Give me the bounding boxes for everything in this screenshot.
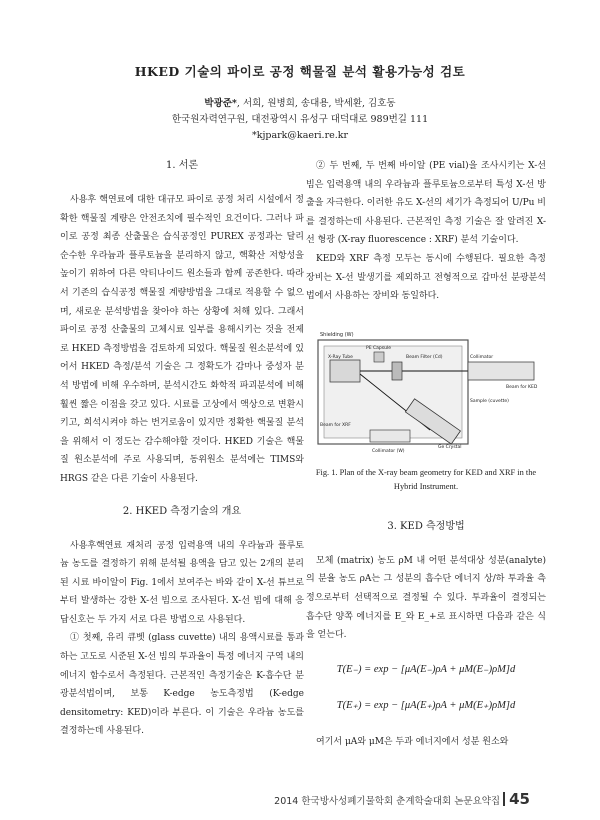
- collimator-shape: [468, 362, 534, 380]
- pe-capsule-shape: [374, 352, 384, 362]
- page-footer: [274, 790, 530, 808]
- section-heading-3: 3. KED 측정방법: [387, 520, 465, 532]
- figure-caption: Fig. 1. Plan of the X-ray beam geometry for KED and XRF in the Hybrid Instrument.: [315, 467, 537, 491]
- figure-xray-geometry: [310, 322, 542, 460]
- section2-paragraph-2: ① 첫째, 유리 큐벳 (glass cuvette) 내의 용액시료를 통과하는 고도로 시준된 X-선 빔의 투과율이 특정 에너지 구역 내의 에너지 함수로서 측정된다. 근본적인 측정기술은 K-흡수단 분광분석법이며, 보통 K-edge 농도측정법 (K-edge densitometry: KED)이라 부른다. 이 기술은 우라늄 농도를 결정하는데 사용된다.: [60, 633, 304, 737]
- section3-paragraph-1: 모체 (matrix) 농도 ρM 내 어떤 분석대상 성분(analyte)의 분율 농도 ρA는 그 성분의 흡수단 에너지 상/하 투과율 측정으로부터 선택적으로 결정될 수 있다. 투과율이 결정되는 흡수단 양쪽 에너지를 E_와 E_+로 표시하면 다음과 같은 식을 얻는다.: [306, 555, 546, 641]
- footer-divider: [503, 792, 505, 806]
- section3-paragraph-2: 여기서 μA와 μM은 두과 에너지에서 성분 원소와: [316, 736, 509, 747]
- section-heading-intro: 1. 서론: [165, 160, 199, 171]
- label-collimator-w: Collimator (W): [372, 448, 405, 454]
- label-sample: Sample (cuvette): [470, 398, 509, 404]
- collimator-w-shape: [370, 430, 410, 442]
- label-pe-capsule: PE Capsule: [366, 345, 391, 351]
- label-beam-xrf: Beam for XRF: [320, 422, 351, 428]
- section2-paragraph-3: ② 두 번째, 두 번째 바이알 (PE vial)을 조사시키는 X-선 빔은 입력용액 내의 우라늄과 플루토늄으로부터 특성 X-선 방출을 자극한다. 이러한 유도 X-선의 세기가 측정되어 U/Pu 비를 결정하는데 사용된다. 근본적인 측정 기술은 잘 알려진 X-선 형광 (X-ray fluorescence : XRF) 분석 기술이다.: [306, 161, 546, 246]
- author-block: [0, 96, 600, 144]
- intro-paragraph: 사용후 핵연료에 대한 대규모 파이로 공정 처리 시설에서 정확한 핵물질 계량은 안전조치에 필수적인 요건이다. 그러나 파이로 공정 최종 산출물은 습식공정인 PUREX 공정과는 달리 순수한 우라늄과 플루토늄을 분리하지 않고, 핵확산 저항성을 높이기 위하여 다른 악티나이드 원소들과 함께 공존한다. 따라서 기존의 습식공정 핵물질 계량방법을 그대로 적용할 수 없으며, 새로운 분석방법을 찾아야 하는 상황에 처해 있다. 그래서 파이로 공정 산출물의 고체시료 일부를 용해시키는 것을 전제로 HKED 측정방법을 검토하게 되었다. 핵물질 원소분석에 있어서 HKED 측정/분석 기술은 그 정확도가 감마나 중성자 분석 방법에 비해 우수하며, 분석시간도 화학적 파괴분석에 비해 훨씬 짧은 이점을 갖고 있다. 시료를 고상에서 액상으로 변환시키고, 희석시켜야 하는 번거로움이 있지만 정확한 핵물질 분석을 위해서 이 정도는 감수해야할 것이다. HKED 기술은 핵물질 원소분석에 주로 사용되며, 동위원소 분석에는 TIMS와 HRGS 같은 다른 기술이 사용된다.: [60, 195, 304, 484]
- lead-author: 박광준*: [204, 98, 237, 109]
- section2-paragraph-1: 사용후핵연료 재처리 공정 입력용액 내의 우라늄과 플루토늄 농도를 결정하기 위해 분석될 용액을 담고 있는 2개의 분리된 시료 바이알이 Fig. 1에서 보여주는 바와 같이 X-선 튜브로부터 발생하는 강한 X-선 빔으로 조사된다. X-선 빔에 대해 응답신호는 두 가지 서로 다른 방법으로 사용된다.: [60, 540, 304, 625]
- label-collimator: Collimator: [470, 354, 494, 360]
- label-ge-crystal: Ge Crystal: [438, 444, 462, 450]
- co-authors: , 서희, 원병희, 송대용, 박세환, 김호동: [236, 98, 396, 109]
- equation-1: T(E₋) = exp − [μA(E₋)ρA + μM(E₋)ρM]d: [336, 663, 516, 675]
- affiliation: 한국원자력연구원, 대전광역시 유성구 대덕대로 989번길 111: [171, 114, 429, 125]
- section2-paragraph-4: KED와 XRF 측정 모두는 동시에 수행된다. 필요한 측정 장비는 X-선 발생기를 제외하고 전형적으로 갑마선 분광분석법에서 사용하는 장비와 동일하다.: [306, 253, 546, 302]
- paper-title: HKED 기술의 파이로 공정 핵물질 분석 활용가능성 검토: [134, 64, 466, 79]
- equation-2: T(E₊) = exp − [μA(E₊)ρA + μM(E₊)ρM]d: [336, 699, 516, 711]
- page-number: 45: [509, 790, 530, 808]
- label-beam-ked: Beam for KED: [506, 384, 538, 390]
- sample-cuvette-shape: [392, 362, 402, 380]
- left-column: [60, 157, 304, 741]
- right-column: [306, 157, 546, 751]
- author-email: *kjpark@kaeri.re.kr: [251, 130, 349, 141]
- label-shielding: Shielding (W): [320, 331, 354, 338]
- label-xray-tube: X-Ray Tube: [328, 354, 353, 360]
- section-heading-2: 2. HKED 측정기술의 개요: [122, 505, 242, 517]
- geometry-diagram: [310, 322, 542, 460]
- author-names: [0, 96, 600, 112]
- footer-text: 2014 한국방사성폐기물학회 춘계학술대회 논문요약집: [274, 796, 501, 807]
- label-beam-filter: Beam Filter (Cd): [406, 354, 443, 360]
- xray-tube-shape: [330, 360, 360, 382]
